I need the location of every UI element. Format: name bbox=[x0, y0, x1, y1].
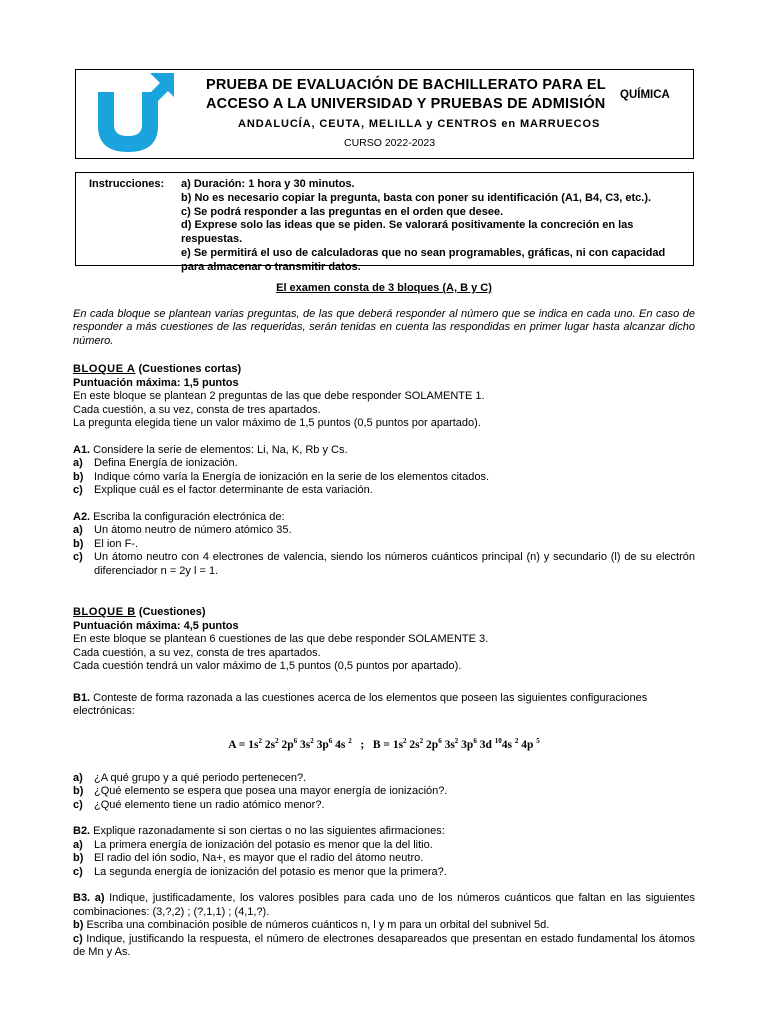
header-box bbox=[75, 69, 694, 159]
list-item bbox=[73, 866, 695, 880]
block-b-name: BLOQUE B bbox=[73, 606, 136, 618]
block-b-title bbox=[73, 606, 695, 620]
item-label: a) bbox=[73, 524, 83, 536]
item-text: Indique, justificando la respuesta, el número de electrones desapareados que presentan en estado fundamental los átomos de Mn y As. bbox=[73, 932, 695, 959]
item-label: c) bbox=[73, 932, 83, 945]
block-a bbox=[73, 363, 695, 578]
item-label: a) bbox=[73, 771, 83, 784]
item-label: a) bbox=[73, 838, 83, 851]
block-a-line: En este bloque se plantean 2 preguntas de las que debe responder SOLAMENTE 1. bbox=[73, 390, 485, 402]
instruction-item: a) Duración: 1 hora y 30 minutos. bbox=[181, 178, 355, 190]
block-a-line: Cada cuestión, a su vez, consta de tres apartados. bbox=[73, 403, 321, 416]
block-a-score: Puntuación máxima: 1,5 puntos bbox=[73, 376, 239, 389]
subject-label: QUÍMICA bbox=[620, 89, 670, 101]
block-b-line: Cada cuestión tendrá un valor máximo de 1,5 puntos (0,5 puntos por apartado). bbox=[73, 660, 462, 672]
item-text: ¿A qué grupo y a qué periodo pertenecen?. bbox=[94, 771, 307, 784]
item-text: El radio del ión sodio, Na+, es mayor que el radio del átomo neutro. bbox=[94, 852, 424, 865]
list-item bbox=[73, 852, 695, 866]
item-label: c) bbox=[73, 798, 83, 811]
electron-configuration-formula: $A = 1s^2$ $2s^2$ $2p^6$ $3s^2$ $3p^6$ 4s $^2$ ; $B = 1s^2$ $2s^2$ $2p^6$ $3s^2$ $3p^6$ 3d $^{10}$4s $^2$ 4p $^5$ bbox=[228, 736, 540, 751]
question-b3-part-c bbox=[73, 933, 695, 960]
instructions-label: Instrucciones: bbox=[89, 178, 165, 190]
item-text: ¿Qué elemento tiene un radio atómico menor?. bbox=[94, 798, 325, 811]
item-text: Defina Energía de ionización. bbox=[94, 457, 238, 469]
course-label: CURSO 2022-2023 bbox=[344, 137, 436, 149]
instruction-item: c) Se podrá responder a las preguntas en el orden que desee. bbox=[181, 205, 504, 218]
question-text: Escriba la configuración electrónica de: bbox=[90, 510, 285, 523]
item-text: La segunda energía de ionización del potasio es menor que la primera?. bbox=[94, 865, 447, 878]
item-text: Explique cuál es el factor determinante de esta variación. bbox=[94, 484, 373, 496]
instruction-item: e) Se permitirá el uso de calculadoras que no sean programables, gráficas, ni con capacidad para almacenar o transmitir datos. bbox=[181, 246, 666, 273]
item-label: b) bbox=[73, 785, 84, 798]
formula-b-label: B = bbox=[372, 738, 393, 751]
title-line-1: PRUEBA DE EVALUACIÓN DE BACHILLERATO PARA EL bbox=[206, 77, 606, 93]
question-number: B1. bbox=[73, 691, 91, 704]
list-item bbox=[73, 785, 695, 799]
question-number: B2. bbox=[73, 825, 91, 838]
block-a-subtitle: (Cuestiones cortas) bbox=[135, 363, 242, 375]
page-title bbox=[206, 76, 606, 114]
list-item bbox=[73, 484, 695, 498]
item-text: Indique cómo varía la Energía de ionización en la serie de los elementos citados. bbox=[94, 470, 490, 483]
list-item bbox=[73, 457, 695, 471]
instruction-item: b) No es necesario copiar la pregunta, basta con poner su identificación (A1, B4, C3, etc.). bbox=[181, 191, 652, 204]
question-b1 bbox=[73, 692, 695, 813]
block-b-score: Puntuación máxima: 4,5 puntos bbox=[73, 619, 239, 632]
block-b-subtitle: (Cuestiones) bbox=[135, 606, 206, 618]
university-logo-icon bbox=[95, 70, 180, 155]
item-text: ¿Qué elemento se espera que posea una mayor energía de ionización?. bbox=[94, 785, 448, 798]
block-a-line: La pregunta elegida tiene un valor máximo de 1,5 puntos (0,5 puntos por apartado). bbox=[73, 417, 481, 429]
block-a-name: BLOQUE A bbox=[73, 363, 136, 375]
instruction-item: d) Exprese solo las ideas que se piden. Se valorará positivamente la concreción en las respuestas. bbox=[181, 219, 634, 246]
item-label: c) bbox=[73, 865, 83, 878]
list-item bbox=[73, 471, 695, 485]
block-b bbox=[73, 606, 695, 960]
list-item bbox=[73, 524, 695, 538]
item-label: a) bbox=[73, 457, 83, 469]
block-a-title bbox=[73, 363, 695, 377]
item-text: Un átomo neutro de número atómico 35. bbox=[94, 524, 292, 536]
item-text: Un átomo neutro con 4 electrones de valencia, siendo los números cuánticos principal (n) y secundario (l) de su electrón diferenciador n = 2y l = 1. bbox=[94, 551, 695, 577]
list-item bbox=[73, 538, 695, 552]
item-text: El ion F-. bbox=[94, 537, 139, 550]
question-b3-part-a bbox=[73, 892, 695, 919]
instructions-list bbox=[181, 178, 676, 275]
question-text: Conteste de forma razonada a las cuestiones acerca de los elementos que poseen las siguientes configuraciones electrónicas: bbox=[73, 691, 648, 717]
item-label: b) bbox=[73, 919, 84, 932]
intro-paragraph: En cada bloque se plantean varias preguntas, de las que deberá responder al número que se indica en cada uno. En caso de responder a más cuestiones de las requeridas, serán tenidas en cuenta las respondidas en primer lugar hasta alcanzar dicho número. bbox=[73, 307, 695, 347]
question-number: B3. a) bbox=[73, 892, 105, 905]
instructions-box bbox=[75, 172, 694, 273]
title-line-2: ACCESO A LA UNIVERSIDAD Y PRUEBAS DE ADMISIÓN bbox=[206, 96, 606, 112]
list-item bbox=[73, 551, 695, 578]
formula-a-label: A = bbox=[228, 738, 249, 751]
question-b2 bbox=[73, 825, 695, 879]
formula-separator: ; bbox=[357, 738, 368, 751]
question-number: A2. bbox=[73, 510, 91, 523]
list-item bbox=[73, 799, 695, 813]
item-label: b) bbox=[73, 537, 84, 550]
item-label: b) bbox=[73, 852, 84, 865]
list-item bbox=[73, 839, 695, 853]
question-text: Indique, justificadamente, los valores posibles para cada uno de los números cuánticos que faltan en las siguientes combinaciones: (3,?,2) ; (?,1,1) ; (4,1,?). bbox=[73, 892, 695, 918]
item-label: b) bbox=[73, 470, 84, 483]
question-a2 bbox=[73, 511, 695, 579]
item-text: La primera energía de ionización del potasio es menor que la del litio. bbox=[94, 838, 433, 851]
question-text: Explique razonadamente si son ciertas o no las siguientes afirmaciones: bbox=[90, 825, 445, 838]
question-b3 bbox=[73, 892, 695, 960]
item-label: c) bbox=[73, 551, 83, 563]
list-item bbox=[73, 772, 695, 786]
block-b-line: En este bloque se plantean 6 cuestiones de las que debe responder SOLAMENTE 3. bbox=[73, 633, 489, 645]
item-label: c) bbox=[73, 484, 83, 496]
question-text: Considere la serie de elementos: Li, Na, K, Rb y Cs. bbox=[90, 443, 348, 456]
question-number: A1. bbox=[73, 443, 91, 456]
item-text: Escriba una combinación posible de números cuánticos n, l y m para un orbital del subnivel 5d. bbox=[83, 919, 550, 932]
block-b-line: Cada cuestión, a su vez, consta de tres apartados. bbox=[73, 646, 321, 659]
question-b3-part-b bbox=[73, 919, 695, 933]
question-a1 bbox=[73, 444, 695, 498]
exam-heading: El examen consta de 3 bloques (A, B y C) bbox=[276, 282, 492, 294]
region-label: ANDALUCÍA, CEUTA, MELILLA y CENTROS en MARRUECOS bbox=[238, 118, 601, 130]
exam-content bbox=[73, 282, 695, 960]
